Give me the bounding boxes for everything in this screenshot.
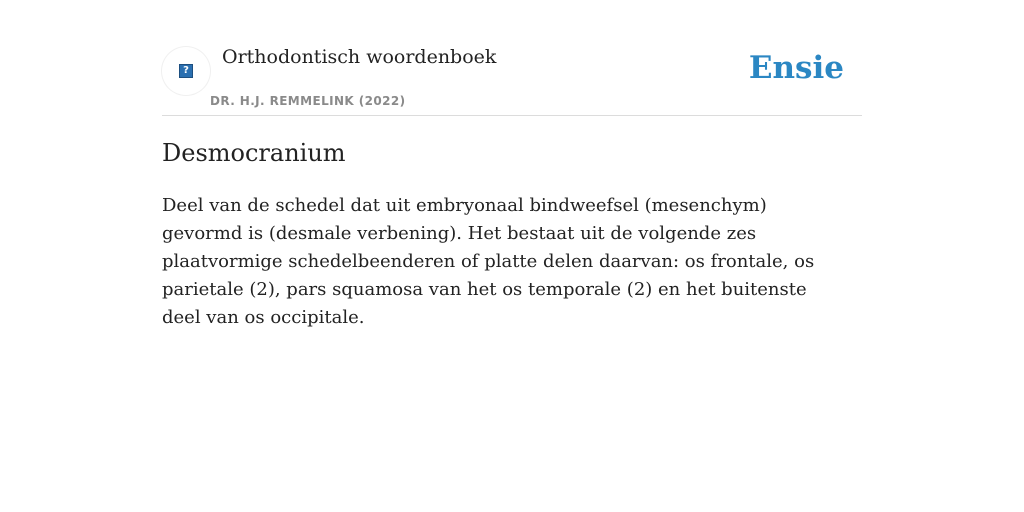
entry-definition: Deel van de schedel dat uit embryonaal bindweefsel (mesenchym) gevormd is (desmale verbening). Het bestaat uit de volgende zes plaatvormige schedelbeenderen of platte delen daarvan: os frontale, os parietale (2), pars squamosa van het os temporale (2) en het buitenste deel van os occipitale. [162,195,815,328]
book-header [162,0,862,116]
question-book-icon: ? [179,64,193,78]
page [162,0,862,328]
book-author: DR. H.J. REMMELINK (2022) [210,94,406,108]
book-icon-button[interactable] [162,47,210,95]
entry-title: Desmocranium [162,139,346,167]
book-title[interactable]: Orthodontisch woordenboek [222,46,497,68]
ensie-logo[interactable]: Ensie [748,50,844,86]
